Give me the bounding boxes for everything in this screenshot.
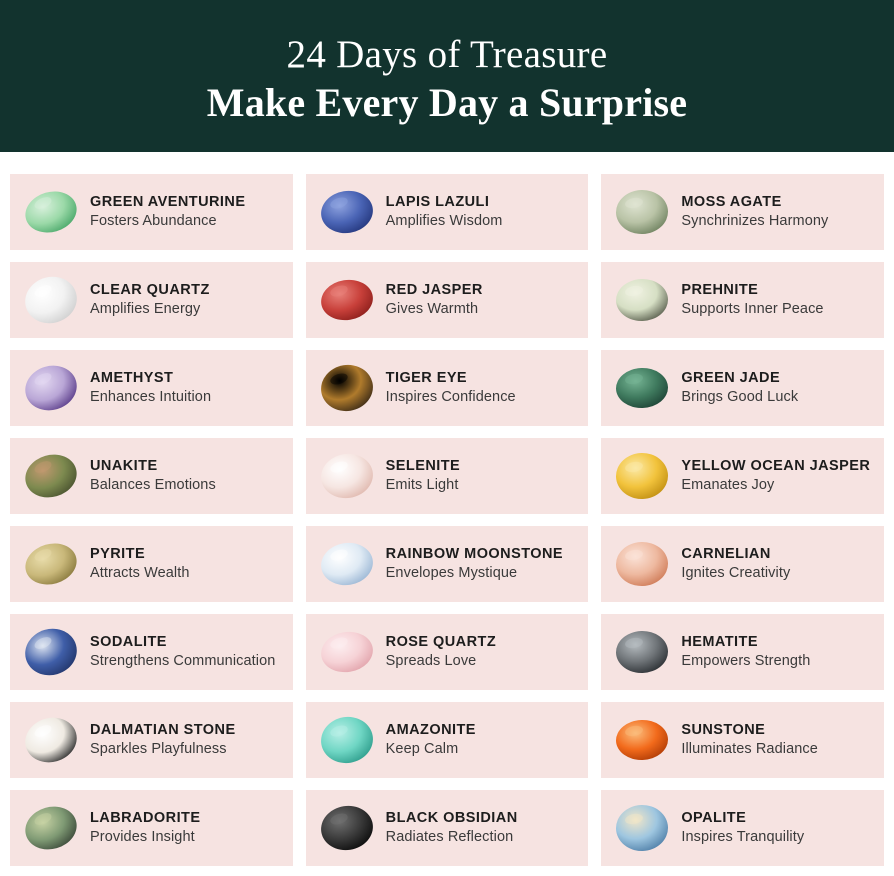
green-jade-stone-icon <box>609 357 675 419</box>
stone-card-text <box>681 281 823 319</box>
rose-quartz-stone-icon <box>314 621 380 683</box>
stone-name: ROSE QUARTZ <box>385 634 497 650</box>
stone-name: PREHNITE <box>681 282 759 298</box>
stone-card-text <box>386 545 563 583</box>
stone-description: Supports Inner Peace <box>681 301 824 317</box>
stone-name: DALMATIAN STONE <box>90 722 236 738</box>
stone-card[interactable] <box>306 174 589 250</box>
stone-card-text <box>681 809 804 847</box>
stone-card[interactable] <box>306 702 589 778</box>
stone-card[interactable] <box>601 790 884 866</box>
moss-agate-stone-icon <box>609 181 675 243</box>
stone-card[interactable] <box>306 438 589 514</box>
stone-card-text <box>386 633 496 671</box>
stone-name: LAPIS LAZULI <box>385 194 490 210</box>
stone-description: Enhances Intuition <box>90 389 212 405</box>
stone-description: Inspires Tranquility <box>681 829 805 845</box>
stone-description: Synchrinizes Harmony <box>681 213 829 229</box>
stone-name: TIGER EYE <box>385 370 468 386</box>
stone-card-text <box>681 193 828 231</box>
stone-card-text <box>90 633 275 671</box>
stone-card[interactable] <box>10 262 293 338</box>
header-title-line-1: 24 Days of Treasure <box>286 33 608 76</box>
stone-name: GREEN AVENTURINE <box>90 194 246 210</box>
sunstone-stone-icon <box>609 709 675 771</box>
prehnite-stone-icon <box>609 269 675 331</box>
stone-name: AMAZONITE <box>385 722 476 738</box>
stone-description: Radiates Reflection <box>385 829 514 845</box>
sodalite-stone-icon <box>18 621 84 683</box>
rainbow-moonstone-stone-icon <box>314 533 380 595</box>
stone-card-text <box>90 281 210 319</box>
stone-description: Provides Insight <box>90 829 195 845</box>
stone-card-text <box>681 369 798 407</box>
stone-card[interactable] <box>306 526 589 602</box>
stone-description: Amplifies Energy <box>90 301 201 317</box>
stone-description: Inspires Confidence <box>385 389 516 405</box>
stone-card[interactable] <box>601 174 884 250</box>
stone-description: Empowers Strength <box>681 653 811 669</box>
stone-card-text <box>681 545 790 583</box>
stone-name: LABRADORITE <box>90 810 201 826</box>
stone-description: Emanates Joy <box>681 477 775 493</box>
stone-card[interactable] <box>601 350 884 426</box>
tiger-eye-stone-icon <box>314 357 380 419</box>
stone-card-text <box>386 721 476 759</box>
stone-description: Sparkles Playfulness <box>90 741 227 757</box>
stone-name: HEMATITE <box>681 634 758 650</box>
stone-card-text <box>90 721 236 759</box>
stone-name: OPALITE <box>681 810 747 826</box>
stone-description: Brings Good Luck <box>681 389 799 405</box>
stone-card[interactable] <box>10 526 293 602</box>
stone-description: Keep Calm <box>385 741 459 757</box>
stone-card[interactable] <box>601 438 884 514</box>
stone-card-text <box>681 721 818 759</box>
stone-card[interactable] <box>601 262 884 338</box>
green-aventurine-stone-icon <box>18 181 84 243</box>
lapis-lazuli-stone-icon <box>314 181 380 243</box>
stone-name: BLACK OBSIDIAN <box>385 810 518 826</box>
stone-description: Envelopes Mystique <box>385 565 518 581</box>
stone-card[interactable] <box>306 790 589 866</box>
stone-description: Balances Emotions <box>90 477 216 493</box>
stone-card-text <box>681 457 870 495</box>
pyrite-stone-icon <box>18 533 84 595</box>
selenite-stone-icon <box>314 445 380 507</box>
stone-card[interactable] <box>306 262 589 338</box>
stone-name: YELLOW OCEAN JASPER <box>681 458 871 474</box>
stone-card-text <box>386 281 483 319</box>
stone-card-text <box>90 457 216 495</box>
stone-card[interactable] <box>10 174 293 250</box>
stone-description: Amplifies Wisdom <box>385 213 503 229</box>
stone-name: CARNELIAN <box>681 546 771 562</box>
stone-name: SELENITE <box>385 458 461 474</box>
yellow-ocean-jasper-stone-icon <box>609 445 675 507</box>
stone-description: Emits Light <box>385 477 459 493</box>
stone-card[interactable] <box>601 526 884 602</box>
hematite-stone-icon <box>609 621 675 683</box>
stone-description: Gives Warmth <box>385 301 479 317</box>
stone-name: UNAKITE <box>90 458 158 474</box>
stone-card-text <box>90 809 200 847</box>
stone-name: MOSS AGATE <box>681 194 782 210</box>
stone-card-text <box>386 809 518 847</box>
header-banner <box>0 0 894 152</box>
header-title-line-2: Make Every Day a Surprise <box>206 80 688 125</box>
stone-name: RAINBOW MOONSTONE <box>385 546 564 562</box>
stone-description: Fosters Abundance <box>90 213 217 229</box>
stone-card[interactable] <box>601 702 884 778</box>
stone-card-text <box>386 193 503 231</box>
stone-card-text <box>386 369 516 407</box>
stone-name: AMETHYST <box>90 370 174 386</box>
amethyst-stone-icon <box>18 357 84 419</box>
amazonite-stone-icon <box>314 709 380 771</box>
stone-description: Illuminates Radiance <box>681 741 818 757</box>
labradorite-stone-icon <box>18 797 84 859</box>
stone-card[interactable] <box>306 350 589 426</box>
red-jasper-stone-icon <box>314 269 380 331</box>
dalmatian-stone-icon <box>18 709 84 771</box>
stone-name: RED JASPER <box>385 282 483 298</box>
stone-name: CLEAR QUARTZ <box>90 282 210 298</box>
stone-name: SUNSTONE <box>681 722 766 738</box>
stone-name: SODALITE <box>90 634 167 650</box>
stone-card[interactable] <box>10 438 293 514</box>
stone-card[interactable] <box>10 614 293 690</box>
carnelian-stone-icon <box>609 533 675 595</box>
stone-description: Ignites Creativity <box>681 565 791 581</box>
black-obsidian-stone-icon <box>314 797 380 859</box>
opalite-stone-icon <box>609 797 675 859</box>
stone-card-text <box>90 545 190 583</box>
stone-name: PYRITE <box>90 546 146 562</box>
stone-name: GREEN JADE <box>681 370 781 386</box>
stone-card[interactable] <box>10 790 293 866</box>
stone-card-text <box>90 369 211 407</box>
stone-card[interactable] <box>306 614 589 690</box>
stone-card-text <box>90 193 245 231</box>
unakite-stone-icon <box>18 445 84 507</box>
stone-description: Spreads Love <box>385 653 477 669</box>
stone-card[interactable] <box>10 350 293 426</box>
stone-card[interactable] <box>601 614 884 690</box>
clear-quartz-stone-icon <box>18 269 84 331</box>
stone-description: Attracts Wealth <box>90 565 190 581</box>
stone-card-text <box>681 633 810 671</box>
stone-card[interactable] <box>10 702 293 778</box>
stone-description: Strengthens Communication <box>90 653 276 669</box>
stone-card-text <box>386 457 461 495</box>
stone-grid <box>0 152 894 876</box>
